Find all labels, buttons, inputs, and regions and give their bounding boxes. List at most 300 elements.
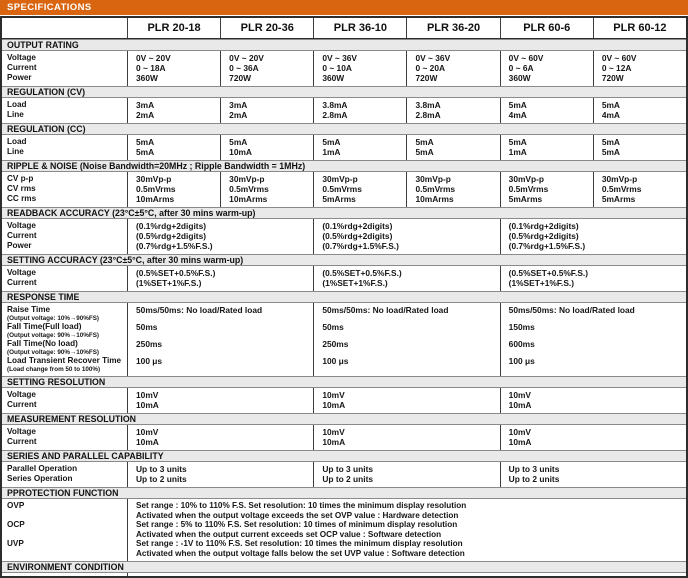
value-line: 0.5mVrms: [322, 184, 362, 194]
value-line: 0.5mVrms: [601, 184, 642, 194]
value-line: 10mArms: [136, 194, 175, 204]
row-labels: [2, 51, 127, 86]
section-header: REGULATION (CC): [2, 123, 686, 135]
value-cell: [501, 356, 686, 373]
value-line: 2.8mA: [415, 110, 441, 120]
value-line: 360W: [322, 73, 345, 83]
value-column: [127, 98, 220, 123]
value-cell: [128, 400, 313, 410]
value-cell: [594, 53, 686, 63]
value-line: 5mArms: [601, 194, 636, 204]
row-label: Line: [7, 147, 24, 156]
value-cell: [501, 464, 686, 474]
section-header: REGULATION (CV): [2, 86, 686, 98]
value-cell: [314, 268, 499, 278]
value-column: [313, 462, 499, 487]
value-cell: [594, 184, 686, 194]
row-label: Load Transient Recover Time: [7, 356, 122, 365]
value-column: [127, 51, 220, 86]
section-header: SETTING ACCURACY (23°C±5°C, after 30 mins warm-up): [2, 254, 686, 266]
row-labels: [2, 98, 127, 123]
value-line: 100 μs: [508, 356, 535, 366]
value-line: Activated when the output voltage falls below the set UVP value : Software detection: [136, 548, 465, 558]
value-cell: [128, 184, 220, 194]
value-cell: [221, 194, 313, 204]
value-column: [500, 98, 593, 123]
row-labels: [2, 499, 127, 561]
row-label: Raise Time: [7, 305, 51, 314]
value-cell: [314, 73, 406, 83]
section-header: RIPPLE & NOISE (Noise Bandwidth=20MHz ; Ripple Bandwidth = 1MHz): [2, 160, 686, 172]
value-line: 0.5mVrms: [229, 184, 269, 194]
value-column: [500, 388, 686, 413]
value-cell: [314, 147, 406, 157]
value-cell: [501, 174, 593, 184]
row-labels: [2, 219, 127, 254]
value-column: [313, 425, 499, 450]
value-cell: [128, 356, 313, 373]
value-cell: [128, 437, 313, 447]
value-line: 0V ~ 60V: [601, 53, 637, 63]
value-cell: [128, 427, 313, 437]
row-label-group: [2, 322, 127, 339]
section-body: [2, 425, 686, 450]
section-body: [2, 219, 686, 254]
value-cell: [221, 110, 313, 120]
section-header: PPROTECTION FUNCTION: [2, 487, 686, 499]
value-column: [127, 573, 686, 576]
value-cell: [314, 184, 406, 194]
row-label-group: [2, 73, 127, 83]
value-cell: [501, 427, 686, 437]
value-line: 10mA: [136, 400, 159, 410]
value-line: 5mA: [229, 137, 248, 147]
row-labels: [2, 573, 127, 576]
value-cell: [501, 184, 593, 194]
value-cell: [501, 437, 686, 447]
model-column-header: PLR 60-12: [593, 18, 686, 38]
value-line: 2.8mA: [322, 110, 348, 120]
row-label: UVP: [7, 539, 24, 548]
row-label: Voltage: [7, 221, 36, 230]
value-line: (0.1%rdg+2digits): [136, 221, 207, 231]
value-line: 10mArms: [415, 194, 454, 204]
value-cell: [221, 100, 313, 110]
row-label-group: [2, 390, 127, 400]
row-labels: [2, 135, 127, 160]
row-sublabel: (Load change from 50 to 100%): [7, 366, 101, 373]
value-line: 10mA: [508, 400, 532, 410]
value-cell: [594, 110, 686, 120]
row-label-group: [2, 474, 127, 484]
value-column: [313, 98, 406, 123]
value-column: [127, 135, 220, 160]
value-column: [127, 425, 313, 450]
row-label: Voltage: [7, 53, 36, 62]
value-cell: [407, 174, 499, 184]
row-label-group: [2, 305, 127, 322]
value-cell: [594, 137, 686, 147]
value-cell: [128, 110, 220, 120]
value-column: [313, 266, 499, 291]
value-cell: [221, 174, 313, 184]
value-cell: [501, 100, 593, 110]
value-line: (0.5%SET+0.5%F.S.): [508, 268, 589, 278]
value-line: 0V ~ 60V: [508, 53, 544, 63]
row-label-group: [2, 110, 127, 120]
value-line: 0 ~ 10A: [322, 63, 352, 73]
value-line: 10mA: [322, 437, 346, 447]
row-label-group: [2, 184, 127, 194]
value-line: 0V ~ 20V: [136, 53, 171, 63]
value-column: [593, 98, 686, 123]
model-column-header: PLR 60-6: [500, 18, 593, 38]
value-line: 10mV: [136, 390, 159, 400]
row-label-group: [2, 63, 127, 73]
row-label-group: [2, 539, 127, 558]
row-label-group: [2, 339, 127, 356]
value-cell: [128, 231, 313, 241]
value-cell: [501, 194, 593, 204]
value-column: [313, 135, 406, 160]
value-column: [313, 172, 406, 207]
value-cell: [407, 184, 499, 194]
value-cell: [128, 53, 220, 63]
value-cell: [128, 137, 220, 147]
value-line: Activated when the output voltage exceeds the set OVP value : Hardware detection: [136, 510, 459, 520]
section-header: OUTPUT RATING: [2, 39, 686, 51]
value-line: Up to 2 units: [322, 474, 374, 484]
value-cell: [407, 73, 499, 83]
value-line: 3.8mA: [415, 100, 441, 110]
value-column: [406, 98, 499, 123]
value-column: [127, 219, 313, 254]
value-line: (0.5%SET+0.5%F.S.): [322, 268, 402, 278]
row-label-group: [2, 100, 127, 110]
value-line: 5mA: [601, 137, 620, 147]
section-header: READBACK ACCURACY (23°C±5°C, after 30 mins warm-up): [2, 207, 686, 219]
value-line: 5mA: [415, 147, 434, 157]
value-column: [220, 172, 313, 207]
section-body: [2, 573, 686, 576]
value-cell: [128, 339, 313, 356]
value-column: [220, 135, 313, 160]
section-header: ENVIRONMENT CONDITION: [2, 561, 686, 573]
value-cell: [314, 400, 499, 410]
value-line: 10mV: [508, 427, 532, 437]
value-cell: [314, 194, 406, 204]
row-label: Voltage: [7, 390, 36, 399]
value-cell: [314, 474, 499, 484]
value-line: 0.5mVrms: [136, 184, 176, 194]
value-line: 10mV: [322, 390, 345, 400]
section-header: RESPONSE TIME: [2, 291, 686, 303]
value-column: [500, 425, 686, 450]
value-cell: [221, 73, 313, 83]
value-column: [406, 172, 499, 207]
row-label: Voltage: [7, 268, 36, 277]
row-label-group: [2, 221, 127, 231]
value-line: 150ms: [508, 322, 535, 332]
value-column: [406, 51, 499, 86]
value-line: 5mA: [601, 100, 620, 110]
value-line: Set range : -1V to 110% F.S. Set resolution: 10 times the minimum display resolution: [136, 539, 463, 548]
value-line: (0.5%rdg+2digits): [508, 231, 579, 241]
value-cell: [314, 339, 499, 356]
model-column-header: PLR 36-20: [406, 18, 499, 38]
value-cell: [501, 73, 593, 83]
row-label-group: [2, 400, 127, 410]
value-cell: [314, 322, 499, 339]
value-cell: [128, 221, 313, 231]
value-line: 720W: [229, 73, 252, 83]
value-column: [127, 388, 313, 413]
section-body: [2, 172, 686, 207]
value-line: Activated when the output current exceeds set OCP value : Software detection: [136, 529, 442, 539]
value-column: [593, 172, 686, 207]
value-cell: [501, 278, 686, 288]
row-label-group: [2, 464, 127, 474]
value-cell: [314, 221, 499, 231]
row-label: Current: [7, 63, 37, 72]
value-cell: [128, 100, 220, 110]
value-column: [127, 303, 313, 376]
value-column: [127, 499, 686, 561]
row-sublabel: (Output voltage: 90%→10%FS): [7, 332, 100, 339]
row-labels: [2, 462, 127, 487]
value-cell: [128, 305, 313, 322]
section-header: SERIES AND PARALLEL CAPABILITY: [2, 450, 686, 462]
row-label: Current: [7, 400, 37, 409]
section-body: [2, 462, 686, 487]
value-line: 30mVp-p: [322, 174, 358, 184]
row-label: Line: [7, 110, 24, 119]
row-label-group: [2, 174, 127, 184]
row-label: Power: [7, 73, 32, 82]
value-cell: [407, 194, 499, 204]
value-cell: [501, 400, 686, 410]
value-line: 600ms: [508, 339, 535, 349]
value-line: Set range : 5% to 110% F.S. Set resolution: 10 times of minimum display resolution: [136, 520, 458, 529]
value-cell: [501, 231, 686, 241]
value-line: 10mArms: [229, 194, 268, 204]
value-column: [127, 462, 313, 487]
value-line: (1%SET+1%F.S.): [322, 278, 388, 288]
row-label: OVP: [7, 501, 25, 510]
section-body: [2, 98, 686, 123]
value-line: 0 ~ 12A: [601, 63, 632, 73]
value-cell: [221, 184, 313, 194]
value-line: 10mA: [229, 147, 252, 157]
row-labels: [2, 388, 127, 413]
row-label-group: [2, 194, 127, 204]
value-cell: [594, 174, 686, 184]
value-line: Up to 3 units: [508, 464, 560, 474]
row-label-group: [2, 437, 127, 447]
value-column: [313, 388, 499, 413]
value-line: 5mA: [322, 137, 341, 147]
value-cell: [221, 137, 313, 147]
row-sublabel: (Output voltage: 10%→90%FS): [7, 315, 100, 322]
row-label-group: [2, 137, 127, 147]
value-column: [313, 51, 406, 86]
value-line: 30mVp-p: [136, 174, 172, 184]
value-line: 50ms/50ms: No load/Rated load: [136, 305, 263, 315]
value-line: 5mA: [601, 147, 620, 157]
value-cell: [128, 241, 313, 251]
value-line: 0 ~ 18A: [136, 63, 166, 73]
value-cell: [314, 427, 499, 437]
value-line: 0 ~ 20A: [415, 63, 446, 73]
value-cell: [594, 194, 686, 204]
value-line: (0.7%rdg+1.5%F.S.): [508, 241, 586, 251]
section-body: [2, 499, 686, 561]
value-cell: [314, 278, 499, 288]
value-line: Set range : 10% to 110% F.S. Set resolution: 10 times the minimum display resolution: [136, 501, 467, 510]
row-labels: [2, 172, 127, 207]
value-cell: [501, 63, 593, 73]
value-line: 10mV: [508, 390, 532, 400]
row-label-group: [2, 53, 127, 63]
value-line: 30mVp-p: [601, 174, 638, 184]
value-cell: [501, 137, 593, 147]
row-labels: [2, 266, 127, 291]
row-label: Current: [7, 437, 37, 446]
value-cell: [314, 174, 406, 184]
value-line: 360W: [136, 73, 158, 83]
value-column: [593, 135, 686, 160]
section-body: [2, 303, 686, 376]
value-line: 3mA: [229, 100, 248, 110]
value-column: [500, 135, 593, 160]
value-line: Up to 3 units: [136, 464, 187, 474]
value-cell: [221, 147, 313, 157]
value-cell: [128, 322, 313, 339]
row-label: CV p-p: [7, 174, 34, 183]
value-line: Up to 3 units: [322, 464, 374, 474]
value-cell: [128, 73, 220, 83]
value-cell: [314, 231, 499, 241]
value-cell: [314, 53, 406, 63]
value-cell: [501, 110, 593, 120]
value-line: 100 μs: [136, 356, 163, 366]
value-column: [220, 98, 313, 123]
row-label: Fall Time(Full load): [7, 322, 82, 331]
model-column-header: PLR 20-18: [127, 18, 220, 38]
section-body: [2, 51, 686, 86]
row-label: OCP: [7, 520, 25, 529]
value-cell: [128, 174, 220, 184]
value-line: 100 μs: [322, 356, 349, 366]
value-cell: [407, 147, 499, 157]
value-cell: [314, 390, 499, 400]
row-label: Fall Time(No load): [7, 339, 78, 348]
row-label-group: [2, 231, 127, 241]
row-label: Load: [7, 100, 27, 109]
value-line: 1mA: [322, 147, 341, 157]
value-cell: [407, 137, 499, 147]
value-line: 50ms/50ms: No load/Rated load: [322, 305, 449, 315]
value-line: 30mVp-p: [508, 174, 545, 184]
value-cell: [594, 63, 686, 73]
value-line: 5mA: [415, 137, 434, 147]
spec-table: [0, 16, 688, 578]
value-line: (0.7%rdg+1.5%F.S.): [136, 241, 213, 251]
row-label-group: [2, 427, 127, 437]
value-line: 720W: [415, 73, 438, 83]
value-cell: [501, 474, 686, 484]
value-line: 2mA: [136, 110, 155, 120]
value-column: [127, 266, 313, 291]
value-cell: [501, 147, 593, 157]
value-cell: [128, 390, 313, 400]
value-cell: [407, 53, 499, 63]
value-column: [500, 51, 593, 86]
value-cell: [407, 100, 499, 110]
value-column: [500, 219, 686, 254]
value-cell: [501, 390, 686, 400]
row-label-group: [2, 147, 127, 157]
value-line: 0V ~ 36V: [322, 53, 358, 63]
value-column: [500, 266, 686, 291]
value-line: 50ms: [136, 322, 158, 332]
section-header: MEASUREMENT RESOLUTION: [2, 413, 686, 425]
value-column: [406, 135, 499, 160]
value-cell: [314, 63, 406, 73]
value-cell: [501, 322, 686, 339]
value-line: (1%SET+1%F.S.): [508, 278, 575, 288]
value-line: 0 ~ 36A: [229, 63, 259, 73]
row-label: Series Operation: [7, 474, 73, 483]
value-cell: [594, 73, 686, 83]
value-cell: [128, 194, 220, 204]
value-cell: [501, 339, 686, 356]
value-cell: [128, 474, 313, 484]
row-label: Voltage: [7, 427, 36, 436]
row-labels: [2, 425, 127, 450]
value-line: (0.5%SET+0.5%F.S.): [136, 268, 216, 278]
value-line: 250ms: [136, 339, 163, 349]
value-line: 5mA: [136, 147, 155, 157]
value-line: 4mA: [601, 110, 620, 120]
row-label: Load: [7, 137, 27, 146]
value-line: 30mVp-p: [229, 174, 265, 184]
value-line: Up to 2 units: [136, 474, 187, 484]
value-line: 1mA: [508, 147, 527, 157]
value-cell: [128, 501, 686, 520]
value-line: 30mVp-p: [415, 174, 451, 184]
value-column: [500, 462, 686, 487]
value-cell: [221, 53, 313, 63]
value-column: [220, 51, 313, 86]
value-line: 5mArms: [322, 194, 356, 204]
value-cell: [407, 63, 499, 73]
value-line: 10mA: [322, 400, 346, 410]
value-cell: [407, 110, 499, 120]
value-line: (0.1%rdg+2digits): [508, 221, 579, 231]
row-labels: [2, 303, 127, 376]
value-line: 3.8mA: [322, 100, 348, 110]
value-cell: [314, 437, 499, 447]
value-line: (1%SET+1%F.S.): [136, 278, 202, 288]
row-label-group: [2, 501, 127, 520]
value-line: 5mArms: [508, 194, 543, 204]
value-cell: [501, 53, 593, 63]
value-line: 50ms/50ms: No load/Rated load: [508, 305, 635, 315]
value-line: 10mA: [136, 437, 159, 447]
value-cell: [128, 464, 313, 474]
section-body: [2, 388, 686, 413]
